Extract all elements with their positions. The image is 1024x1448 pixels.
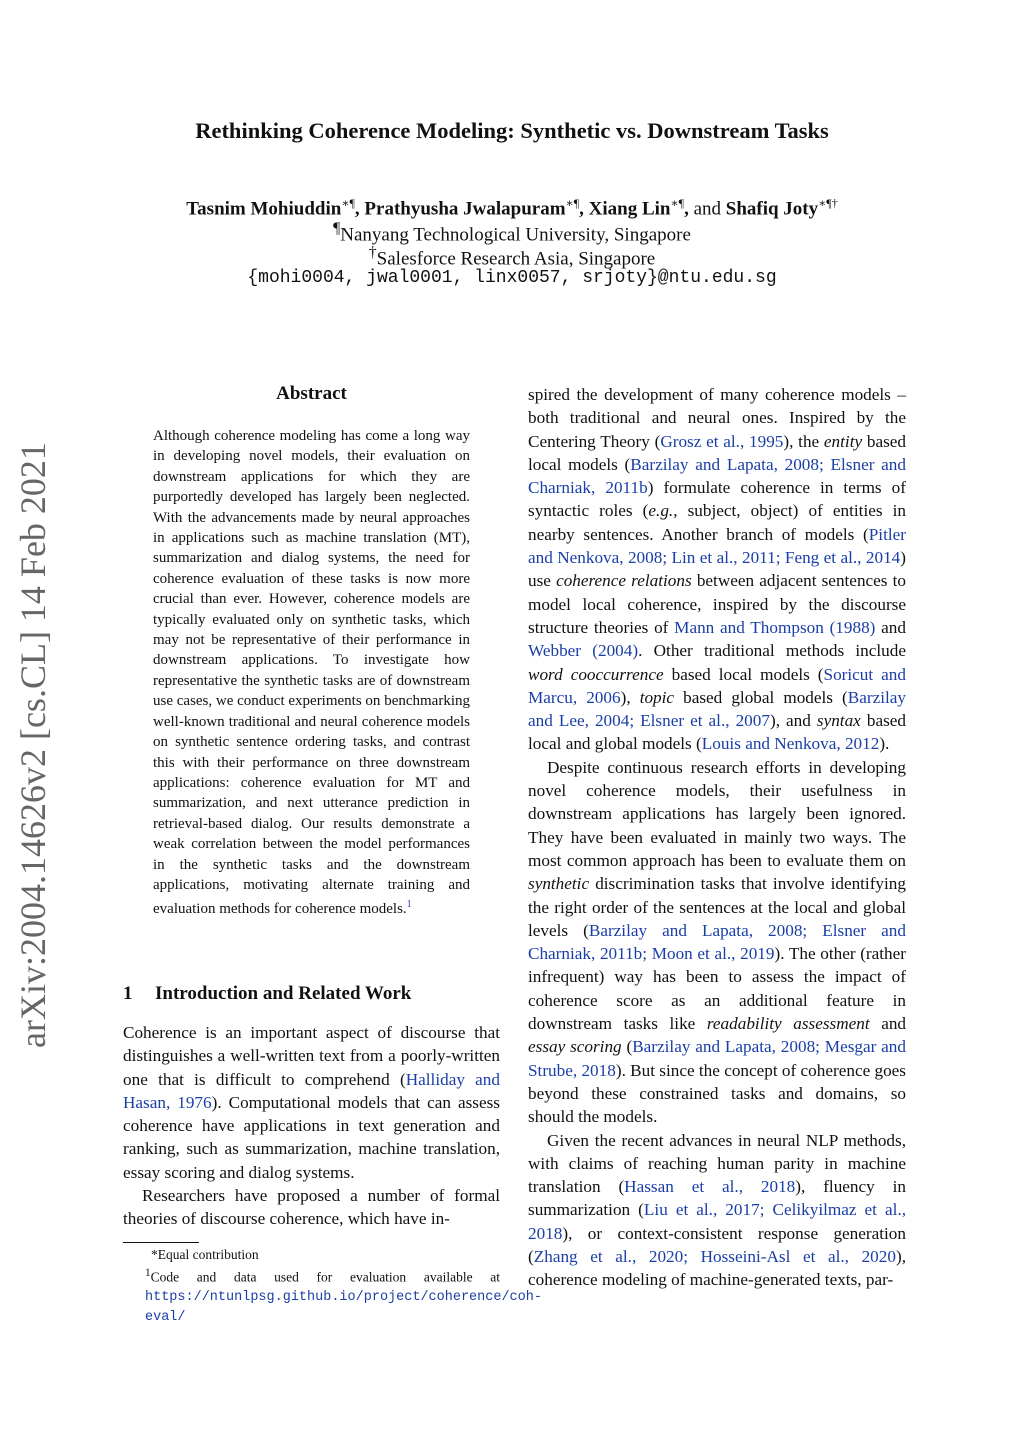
footnote-divider	[123, 1242, 199, 1243]
paragraph: Coherence is an important aspect of discourse that distinguishes a well-written text from a poorly-written one that is difficult to comprehend (Halliday and Hasan, 1976). Computational models that can assess coherence have applications in text generation and ranking, such as summarization, machine translation, essay scoring and dialog systems.	[123, 1023, 500, 1182]
footnotes	[123, 1246, 542, 1327]
footnote-link[interactable]: 1	[406, 899, 412, 911]
arxiv-identifier-stamp: arXiv:2004.14626v2 [cs.CL] 14 Feb 2021	[13, 442, 53, 1048]
citation-link[interactable]: Webber (2004)	[528, 641, 639, 661]
affiliation-text: Nanyang Technological University, Singapore	[340, 224, 691, 246]
affiliation-mark: †	[368, 244, 377, 261]
abstract-heading: Abstract	[276, 383, 347, 404]
citation-link[interactable]: Halliday and Hasan, 1976	[123, 1069, 500, 1112]
affiliation-mark: ¶	[333, 220, 341, 237]
affiliation-text: Salesforce Research Asia, Singapore	[376, 248, 656, 270]
citation-link[interactable]: Barzilay and Lapata, 2008; Elsner and Charniak, 2011b; Moon et al., 2019	[528, 920, 906, 964]
abstract-body	[153, 426, 470, 920]
section-number: 1	[123, 983, 133, 1004]
author-conjunction: and	[693, 198, 721, 220]
abstract-text: Although coherence modeling has come a long way in developing novel models, their evaluation on downstream applications for which they are purportedly developed has largely been neglected. With the advancements made by neural approaches in applications such as machine translation (MT), summarization and dialog systems, the need for coherence evaluation of these tasks is now more crucial than ever. However, coherence models are typically evaluated only on synthetic tasks, which may not be representative of their performance in downstream applications. To investigate how representative the synthetic tasks are of downstream use cases, we conduct experiments on benchmarking well-known traditional and neural coherence models on synthetic sentence ordering tasks, and contrast this with their performance on three downstream applications: coherence evaluation for MT and summarization, and next utterance prediction in retrieval-based dialog. Our results demonstrate a weak correlation between the model performances in the synthetic tasks and the downstream applications, motivating alternate training and evaluation methods for coherence models.	[153, 428, 470, 918]
citation-link[interactable]: Mann and Thompson (1988)	[674, 617, 876, 637]
citation-link[interactable]: Louis and Nenkova, 2012	[701, 734, 880, 754]
left-column-body	[123, 1021, 500, 1231]
right-column-body	[528, 383, 906, 1292]
author-emails: {mohi0004, jwal0001, linx0057, srjoty}@ntu.edu.sg	[247, 268, 777, 288]
author-marks: ∗¶	[565, 196, 580, 210]
section-title: Introduction and Related Work	[155, 983, 412, 1004]
author-marks: ∗¶	[670, 196, 685, 210]
author-name: Shafiq Joty	[725, 198, 819, 220]
citation-link[interactable]: Hassan et al., 2018	[624, 1177, 796, 1197]
citation-link[interactable]: Liu et al., 2017; Celikyilmaz et al., 2018	[528, 1200, 906, 1243]
author-name: Tasnim Mohiuddin	[186, 198, 342, 220]
author-marks: ∗¶†	[818, 196, 838, 210]
citation-link[interactable]: Soricut and Marcu, 2006	[528, 664, 906, 707]
citation-link[interactable]: Barzilay and Lapata, 2008; Mesgar and Strube, 2018	[528, 1037, 906, 1080]
author-name: Xiang Lin	[588, 198, 671, 220]
citation-link[interactable]: Pitler and Nenkova, 2008; Lin et al., 2011; Feng et al., 2014	[528, 524, 906, 568]
affiliation	[0, 244, 1024, 270]
footnote-code: $^1$Code and data used for evaluation available at https://ntunlpsg.github.io/project/coherence/coh-eval/	[145, 1267, 542, 1325]
paragraph: spired the development of many coherence models – both traditional and neural ones. Inspired by the Centering Theory (Grosz et al., 1995), the entity based local models (Barzilay and Lapata, 2008; Elsner and Charniak, 2011b) formulate coherence in terms of syntactic roles (e.g., subject, object) of entities in nearby sentences. Another branch of models (Pitler and Nenkova, 2008; Lin et al., 2011; Feng et al., 2014) use coherence relations between adjacent sentences to model local coherence, inspired by the discourse structure theories of Mann and Thompson (1988) and Webber (2004). Other traditional methods include word cooccurrence based local models (Soricut and Marcu, 2006), topic based global models (Barzilay and Lee, 2004; Elsner et al., 2007), and syntax based local and global models (Louis and Nenkova, 2012).	[528, 385, 906, 754]
citation-link[interactable]: Barzilay and Lapata, 2008; Elsner and Charniak, 2011b	[528, 454, 906, 498]
citation-link[interactable]: Zhang et al., 2020; Hosseini-Asl et al., 2020	[533, 1246, 896, 1266]
citation-link[interactable]: Grosz et al., 1995	[660, 431, 784, 451]
paragraph: Given the recent advances in neural NLP methods, with claims of reaching human parity in machine translation (Hassan et al., 2018), fluency in summarization (Liu et al., 2017; Celikyilmaz et al., 2018), or context-consistent response generation (Zhang et al., 2020; Hosseini-Asl et al., 2020), coherence modeling of machine-generated texts, par-	[528, 1130, 906, 1290]
paragraph: Despite continuous research efforts in developing novel coherence models, their usefulness in downstream applications has largely been ignored. They have been evaluated in mainly two ways. The most common approach has been to evaluate them on synthetic discrimination tasks that involve identifying the right order of the sentences at the local and global levels (Barzilay and Lapata, 2008; Elsner and Charniak, 2011b; Moon et al., 2019). The other (rather infrequent) way has been to assess the impact of coherence score as an additional feature in downstream tasks like readability assessment and essay scoring (Barzilay and Lapata, 2008; Mesgar and Strube, 2018). But since the concept of coherence goes beyond these constrained tasks and domains, so should the models.	[528, 757, 907, 1127]
author-name: Prathyusha Jwalapuram	[364, 198, 566, 220]
code-url-link[interactable]: https://ntunlpsg.github.io/project/coherence/coh-eval/	[145, 1289, 542, 1325]
paper-title: Rethinking Coherence Modeling: Synthetic vs. Downstream Tasks	[195, 118, 829, 143]
author-marks: ∗¶	[341, 196, 355, 210]
footnote-equal-contribution: *Equal contribution	[151, 1247, 259, 1262]
citation-link[interactable]: Barzilay and Lee, 2004; Elsner et al., 2007	[528, 687, 906, 731]
section-heading	[123, 983, 411, 1005]
paragraph: Researchers have proposed a number of formal theories of discourse coherence, which have in-	[123, 1186, 500, 1229]
author-list: Tasnim Mohiuddin∗¶, Prathyusha Jwalapuram∗¶, Xiang Lin∗¶, and Shafiq Joty∗¶†	[186, 196, 838, 220]
affiliation	[0, 220, 1024, 246]
